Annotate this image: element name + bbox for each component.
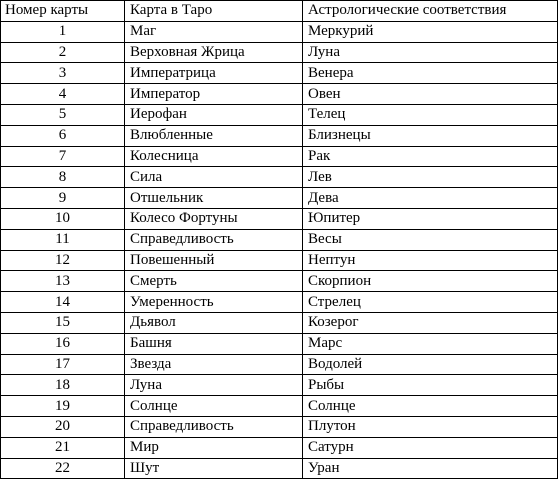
table-row — [1, 375, 558, 396]
cell-astrological-sign: Лев — [303, 167, 558, 188]
header-row — [1, 1, 558, 22]
cell-astrological-sign: Стрелец — [303, 292, 558, 313]
cell-card-number: 21 — [1, 437, 125, 458]
cell-tarot-card: Дьявол — [125, 312, 303, 333]
cell-astrological-sign: Солнце — [303, 396, 558, 417]
table-row — [1, 229, 558, 250]
cell-tarot-card: Умеренность — [125, 292, 303, 313]
cell-card-number: 1 — [1, 21, 125, 42]
cell-card-number: 19 — [1, 396, 125, 417]
cell-card-number: 8 — [1, 167, 125, 188]
cell-card-number: 10 — [1, 208, 125, 229]
cell-card-number: 4 — [1, 84, 125, 105]
cell-astrological-sign: Скорпион — [303, 271, 558, 292]
cell-astrological-sign: Водолей — [303, 354, 558, 375]
cell-astrological-sign: Телец — [303, 104, 558, 125]
table-row — [1, 416, 558, 437]
cell-tarot-card: Солнце — [125, 396, 303, 417]
table-row — [1, 42, 558, 63]
cell-astrological-sign: Весы — [303, 229, 558, 250]
table-row — [1, 312, 558, 333]
cell-card-number: 14 — [1, 292, 125, 313]
cell-astrological-sign: Сатурн — [303, 437, 558, 458]
header-tarot-card: Карта в Таро — [125, 1, 303, 22]
cell-card-number: 11 — [1, 229, 125, 250]
cell-card-number: 2 — [1, 42, 125, 63]
cell-card-number: 7 — [1, 146, 125, 167]
cell-tarot-card: Справедливость — [125, 229, 303, 250]
cell-tarot-card: Император — [125, 84, 303, 105]
cell-astrological-sign: Юпитер — [303, 208, 558, 229]
cell-card-number: 12 — [1, 250, 125, 271]
cell-card-number: 18 — [1, 375, 125, 396]
cell-card-number: 6 — [1, 125, 125, 146]
table-row — [1, 458, 558, 479]
cell-astrological-sign: Меркурий — [303, 21, 558, 42]
table-row — [1, 271, 558, 292]
cell-card-number: 3 — [1, 63, 125, 84]
cell-tarot-card: Верховная Жрица — [125, 42, 303, 63]
cell-tarot-card: Маг — [125, 21, 303, 42]
cell-card-number: 22 — [1, 458, 125, 479]
cell-astrological-sign: Плутон — [303, 416, 558, 437]
table-row — [1, 167, 558, 188]
cell-tarot-card: Башня — [125, 333, 303, 354]
cell-tarot-card: Повешенный — [125, 250, 303, 271]
table-row — [1, 208, 558, 229]
table-row — [1, 333, 558, 354]
cell-tarot-card: Смерть — [125, 271, 303, 292]
cell-tarot-card: Шут — [125, 458, 303, 479]
table-row — [1, 396, 558, 417]
cell-astrological-sign: Луна — [303, 42, 558, 63]
cell-astrological-sign: Дева — [303, 188, 558, 209]
cell-astrological-sign: Уран — [303, 458, 558, 479]
cell-tarot-card: Звезда — [125, 354, 303, 375]
table-row — [1, 84, 558, 105]
cell-astrological-sign: Венера — [303, 63, 558, 84]
cell-tarot-card: Справедливость — [125, 416, 303, 437]
cell-tarot-card: Колесница — [125, 146, 303, 167]
table-row — [1, 292, 558, 313]
cell-astrological-sign: Марс — [303, 333, 558, 354]
table-row — [1, 250, 558, 271]
cell-astrological-sign: Козерог — [303, 312, 558, 333]
cell-card-number: 13 — [1, 271, 125, 292]
table-body — [1, 21, 558, 479]
table-row — [1, 21, 558, 42]
cell-tarot-card: Иерофан — [125, 104, 303, 125]
cell-tarot-card: Сила — [125, 167, 303, 188]
cell-card-number: 16 — [1, 333, 125, 354]
cell-tarot-card: Отшельник — [125, 188, 303, 209]
cell-tarot-card: Императрица — [125, 63, 303, 84]
cell-astrological-sign: Рыбы — [303, 375, 558, 396]
cell-tarot-card: Влюбленные — [125, 125, 303, 146]
cell-card-number: 9 — [1, 188, 125, 209]
cell-card-number: 20 — [1, 416, 125, 437]
cell-astrological-sign: Овен — [303, 84, 558, 105]
table-row — [1, 354, 558, 375]
cell-tarot-card: Луна — [125, 375, 303, 396]
table-row — [1, 125, 558, 146]
cell-card-number: 17 — [1, 354, 125, 375]
header-card-number: Номер карты — [1, 1, 125, 22]
table-row — [1, 146, 558, 167]
cell-astrological-sign: Рак — [303, 146, 558, 167]
table-row — [1, 437, 558, 458]
table-row — [1, 63, 558, 84]
cell-card-number: 15 — [1, 312, 125, 333]
header-astrological-correspondence: Астрологические соответствия — [303, 1, 558, 22]
table-row — [1, 188, 558, 209]
cell-astrological-sign: Близнецы — [303, 125, 558, 146]
table-row — [1, 104, 558, 125]
cell-tarot-card: Колесо Фортуны — [125, 208, 303, 229]
cell-tarot-card: Мир — [125, 437, 303, 458]
cell-card-number: 5 — [1, 104, 125, 125]
cell-astrological-sign: Нептун — [303, 250, 558, 271]
